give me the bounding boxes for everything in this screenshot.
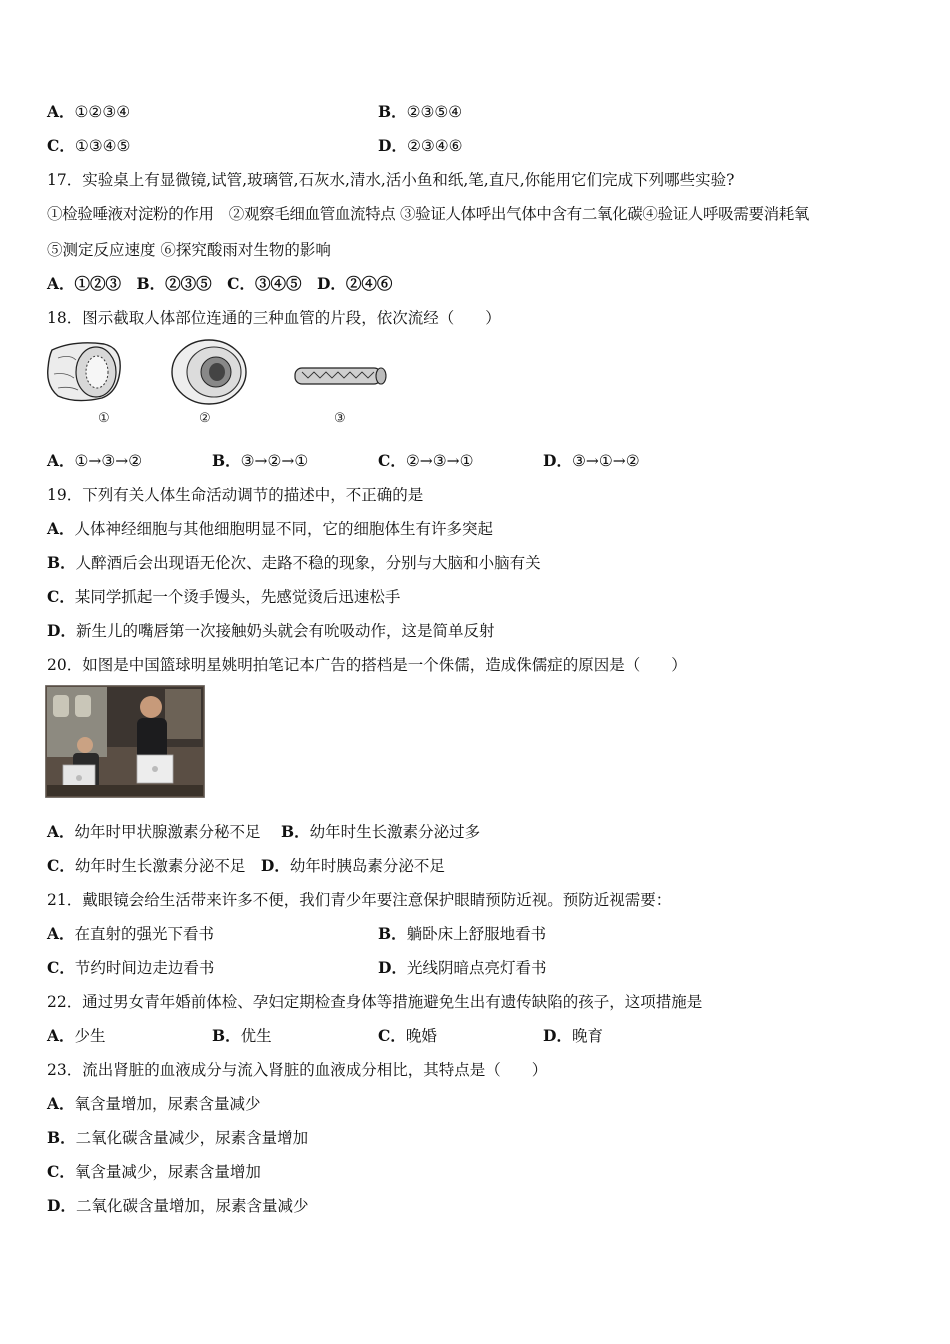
q21-option-c[interactable] bbox=[47, 958, 214, 978]
option-text: 幼年时生长激素分泌不足 bbox=[74, 857, 246, 875]
option-letter: A． bbox=[47, 1094, 75, 1113]
option-letter: A． bbox=[47, 924, 75, 943]
vessel-1-image bbox=[48, 343, 120, 401]
q23-option-c[interactable] bbox=[47, 1162, 261, 1182]
option-text: 躺卧床上舒服地看书 bbox=[406, 925, 547, 943]
figure-caption-3: ③ bbox=[334, 411, 346, 426]
option-text: 晚育 bbox=[571, 1027, 603, 1045]
q20-option-b[interactable] bbox=[281, 823, 480, 841]
vessel-3-image bbox=[295, 368, 386, 384]
option-letter: B． bbox=[280, 822, 310, 841]
q18-option-c[interactable] bbox=[378, 451, 474, 471]
q17-stem: 17．实验桌上有显微镜,试管,玻璃管,石灰水,清水,活小鱼和纸,笔,直尺,你能用它们完成下列哪些实验? bbox=[47, 171, 735, 189]
option-text: ③→②→① bbox=[240, 452, 309, 470]
q18-option-b[interactable] bbox=[212, 451, 308, 471]
q18-option-d[interactable] bbox=[543, 451, 640, 471]
q19-option-d[interactable] bbox=[47, 621, 494, 641]
option-letter: D． bbox=[47, 1196, 76, 1215]
q19-option-b[interactable] bbox=[47, 553, 541, 573]
q20-options-row1 bbox=[47, 822, 480, 842]
q16-option-b[interactable] bbox=[378, 102, 462, 122]
option-letter: B． bbox=[212, 1026, 241, 1045]
option-text: 少生 bbox=[74, 1027, 106, 1045]
option-text: 某同学抓起一个烫手馒头，先感觉烫后迅速松手 bbox=[74, 588, 401, 606]
option-text: ①③④⑤ bbox=[74, 137, 131, 155]
option-letter: D． bbox=[47, 621, 76, 640]
option-text: 人醉酒后会出现语无伦次、走路不稳的现象，分别与大脑和小脑有关 bbox=[75, 554, 541, 572]
option-letter: C． bbox=[378, 451, 406, 470]
q17-items-line1: ①检验唾液对淀粉的作用 ②观察毛细血管血流特点 ③验证人体呼出气体中含有二氧化碳④验证人呼吸需要消耗氧 bbox=[47, 205, 810, 223]
q16-option-d[interactable] bbox=[378, 136, 463, 156]
q22-option-d[interactable] bbox=[543, 1026, 603, 1046]
vessel-2-image bbox=[172, 340, 246, 404]
q18-stem: 18．图示截取人体部位连通的三种血管的片段，依次流经（ ） bbox=[47, 309, 501, 327]
q22-option-b[interactable] bbox=[212, 1026, 272, 1046]
option-letter: C． bbox=[378, 1026, 406, 1045]
option-text: 幼年时生长激素分泌过多 bbox=[309, 823, 481, 841]
q16-option-c[interactable] bbox=[47, 136, 130, 156]
option-text: ②③⑤④ bbox=[406, 103, 463, 121]
q23-option-b[interactable] bbox=[47, 1128, 308, 1148]
option-letter: C． bbox=[47, 136, 75, 155]
q22-option-a[interactable] bbox=[47, 1026, 106, 1046]
q21-stem: 21．戴眼镜会给生活带来许多不便，我们青少年要注意保护眼睛预防近视。预防近视需要： bbox=[47, 891, 672, 909]
figure-caption-1: ① bbox=[98, 411, 110, 426]
option-letter: A． bbox=[47, 451, 75, 470]
q23-option-d[interactable] bbox=[47, 1196, 308, 1216]
option-text: ③→①→② bbox=[571, 452, 640, 470]
option-text: ②→③→① bbox=[405, 452, 474, 470]
q20-options-row2 bbox=[47, 856, 445, 876]
q21-option-d[interactable] bbox=[378, 958, 546, 978]
option-letter: B． bbox=[47, 1128, 76, 1147]
option-letter: A． bbox=[47, 1026, 75, 1045]
option-text: 氧含量增加，尿素含量减少 bbox=[74, 1095, 261, 1113]
option-letter: B． bbox=[212, 451, 241, 470]
q19-option-a[interactable] bbox=[47, 519, 493, 539]
option-text: 氧含量减少，尿素含量增加 bbox=[74, 1163, 261, 1181]
q19-stem: 19．下列有关人体生命活动调节的描述中，不正确的是 bbox=[47, 486, 424, 504]
option-letter: A． bbox=[47, 519, 75, 538]
option-text: 幼年时甲状腺激素分秘不足 bbox=[74, 823, 261, 841]
option-text: 节约时间边走边看书 bbox=[74, 959, 215, 977]
q20-stem: 20．如图是中国篮球明星姚明拍笔记本广告的搭档是一个侏儒，造成侏儒症的原因是（ ） bbox=[47, 656, 687, 674]
option-letter: D． bbox=[543, 451, 572, 470]
q20-option-d[interactable] bbox=[261, 857, 445, 875]
option-text: 晚婚 bbox=[405, 1027, 437, 1045]
option-letter: C． bbox=[47, 958, 75, 977]
option-letter: D． bbox=[378, 958, 407, 977]
option-text: 新生儿的嘴唇第一次接触奶头就会有吮吸动作，这是简单反射 bbox=[75, 622, 495, 640]
option-text: ②③④⑥ bbox=[406, 137, 463, 155]
q19-option-c[interactable] bbox=[47, 587, 400, 607]
q17-items-line2: ⑤测定反应速度 ⑥探究酸雨对生物的影响 bbox=[47, 241, 331, 259]
option-letter: C． bbox=[47, 856, 75, 875]
option-letter: C． bbox=[47, 1162, 75, 1181]
option-text: 人体神经细胞与其他细胞明显不同，它的细胞体生有许多突起 bbox=[74, 520, 494, 538]
option-letter: D． bbox=[378, 136, 407, 155]
q22-option-c[interactable] bbox=[378, 1026, 437, 1046]
q20-option-c[interactable] bbox=[47, 857, 245, 875]
option-letter: B． bbox=[378, 102, 407, 121]
option-letter: C． bbox=[47, 587, 75, 606]
q21-option-a[interactable] bbox=[47, 924, 214, 944]
q23-option-a[interactable] bbox=[47, 1094, 261, 1114]
q23-stem: 23．流出肾脏的血液成分与流入肾脏的血液成分相比，其特点是（ ） bbox=[47, 1061, 548, 1079]
option-letter: D． bbox=[543, 1026, 572, 1045]
option-text: 优生 bbox=[240, 1027, 272, 1045]
option-letter: A． bbox=[47, 102, 75, 121]
option-text: ①②③④ bbox=[74, 103, 131, 121]
option-text: 幼年时胰岛素分泌不足 bbox=[289, 857, 445, 875]
q17-options[interactable]: A．①②③ B．②③⑤ C．③④⑤ D．②④⑥ bbox=[47, 274, 393, 293]
option-text: ①→③→② bbox=[74, 452, 143, 470]
q18-option-a[interactable] bbox=[47, 451, 142, 471]
option-letter: B． bbox=[47, 553, 76, 572]
option-text: 二氧化碳含量减少，尿素含量增加 bbox=[75, 1129, 309, 1147]
option-text: 二氧化碳含量增加，尿素含量减少 bbox=[75, 1197, 309, 1215]
option-letter: B． bbox=[378, 924, 407, 943]
option-text: 光线阴暗点亮灯看书 bbox=[406, 959, 547, 977]
figure-caption-2: ② bbox=[199, 411, 211, 426]
option-letter: A． bbox=[47, 822, 75, 841]
q20-option-a[interactable] bbox=[47, 823, 261, 841]
q22-stem: 22．通过男女青年婚前体检、孕妇定期检查身体等措施避免生出有遗传缺陷的孩子，这项措施是 bbox=[47, 993, 703, 1011]
q21-option-b[interactable] bbox=[378, 924, 546, 944]
advertisement-photo bbox=[45, 685, 205, 798]
option-text: 在直射的强光下看书 bbox=[74, 925, 215, 943]
option-letter: D． bbox=[260, 856, 290, 875]
q16-option-a[interactable] bbox=[47, 102, 130, 122]
